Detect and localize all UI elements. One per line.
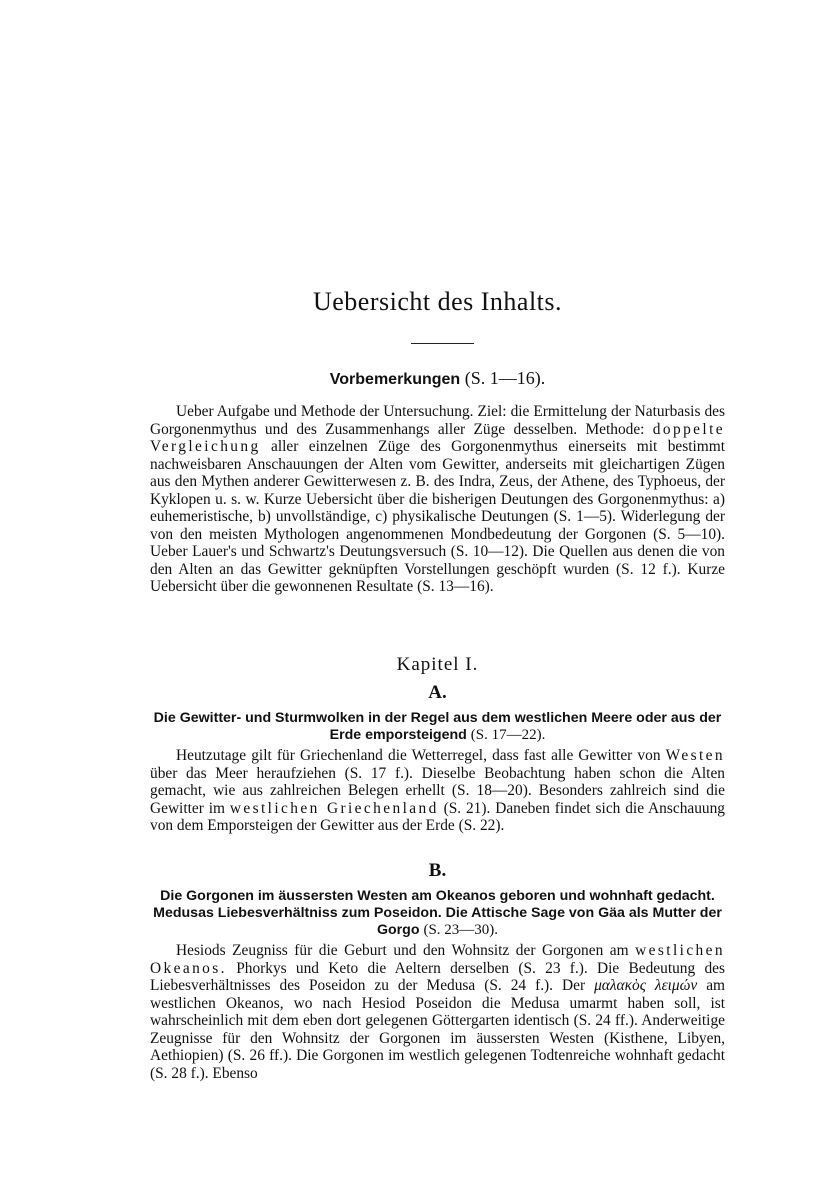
vorbemerkungen-paragraph	[150, 403, 725, 596]
page-title: Uebersicht des Inhalts.	[312, 287, 563, 316]
vorbemerkungen-heading-pages: (S. 1—16).	[464, 368, 546, 388]
vorbemerkungen-heading	[150, 368, 725, 389]
section-a-heading-pages: (S. 17—22).	[470, 727, 546, 743]
section-b-text-c: am westlichen Okeanos, wo nach Hesiod Poseidon die Medusa umarmt haben soll, ist wahrscheinlich mit dem eben dort gelegenen Göttergarten identisch (S. 24 ff.). Anderweitige Zeugnisse für den Wohnsitz der Gorgonen im äussersten Westen (Kisthene, Libyen, Aethiopien) (S. 26 ff.). Die Gorgonen im westlich gelegenen Todtenreiche wohnhaft gedacht (S. 28 f.). Ebenso	[150, 977, 726, 1082]
document-page	[150, 0, 725, 1191]
section-b-paragraph	[150, 942, 725, 1082]
section-b-text-greek: μαλακὸς λειμών	[594, 977, 698, 994]
section-a-text-c: (S. 21). Daneben findet sich die Anschauung von dem Emporsteigen der Gewitter aus der Erde (S. 22).	[150, 799, 725, 834]
section-a-heading-text: Die Gewitter- und Sturmwolken in der Regel aus dem westlichen Meere oder aus der Erde emporsteigend	[153, 710, 722, 743]
vorbemerkungen-text-a: Ueber Aufgabe und Methode der Untersuchung. Ziel: die Ermittelung der Naturbasis des Gorgonenmythus und des Zusammenhangs aller Züge desselben. Methode:	[150, 403, 725, 438]
title-divider	[411, 343, 474, 344]
vorbemerkungen-heading-bold: Vorbemerkungen	[329, 371, 461, 388]
section-b-text-a: Hesiods Zeugniss für die Geburt und den Wohnsitz der Gorgonen am	[176, 942, 629, 959]
section-a-text-b: über das Meer heraufziehen (S. 17 f.). Dieselbe Beobachtung haben schon die Alten gemacht, wie aus zahlreichen Belegen erhellt (S. 18—20). Besonders zahlreich sind die Gewitter im	[150, 764, 725, 817]
section-b-heading	[150, 888, 725, 939]
section-b-heading-pages: (S. 23—30).	[423, 922, 499, 938]
vorbemerkungen-text-b: aller einzelnen Züge des Gorgonenmythus einerseits mit bestimmt nachweisbaren Anschauungen der Alten vom Gewitter, anderseits mit gleichartigen Zügen aus den Mythen anderer Gewitterwesen z. B. des Indra, Zeus, der Athene, des Typhoeus, der Kyklopen u. s. w. Kurze Uebersicht über die bisherigen Deutungen des Gorgonenmythus: a) euhemeristische, b) unvollständige, c) physikalische Deutungen (S. 1—5). Widerlegung der von den meisten Mythologen angenommenen Mondbedeutung der Gorgonen (S. 5—10). Ueber Lauer's und Schwartz's Deutungsversuch (S. 10—12). Die Quellen aus denen die von den Alten an das Gewitter geknüpften Vorstellungen geschöpft wurden (S. 12 f.). Kurze Uebersicht über die gewonnenen Resultate (S. 13—16).	[150, 438, 725, 595]
section-b-text-b: Phorkys und Keto die Aeltern derselben (S. 23 f.). Die Bedeutung des Liebesverhältnisses des Poseidon zu der Medusa (S. 24 f.). Der	[150, 959, 725, 994]
section-b-heading-text: Die Gorgonen im äussersten Westen am Okeanos geboren und wohnhaft gedacht. Medusas Liebesverhältniss zum Poseidon. Die Attische Sage von Gäa als Mutter der Gorgo	[153, 888, 722, 938]
vorbemerkungen-text-spaced: doppelte Vergleichung	[150, 420, 725, 455]
section-b-letter: B.	[428, 860, 447, 881]
section-a-text-spaced1: Westen	[665, 747, 725, 764]
section-a-heading	[150, 710, 725, 744]
section-a-letter: A.	[428, 682, 447, 703]
section-b-text-spaced: westlichen Okeanos.	[150, 942, 725, 977]
section-a-text-spaced2: westlichen Griechenland	[229, 799, 439, 817]
chapter-title: Kapitel I.	[396, 654, 479, 675]
section-a-paragraph	[150, 747, 725, 835]
section-a-text-a: Heutzutage gilt für Griechenland die Wetterregel, dass fast alle Gewitter von	[176, 747, 661, 764]
